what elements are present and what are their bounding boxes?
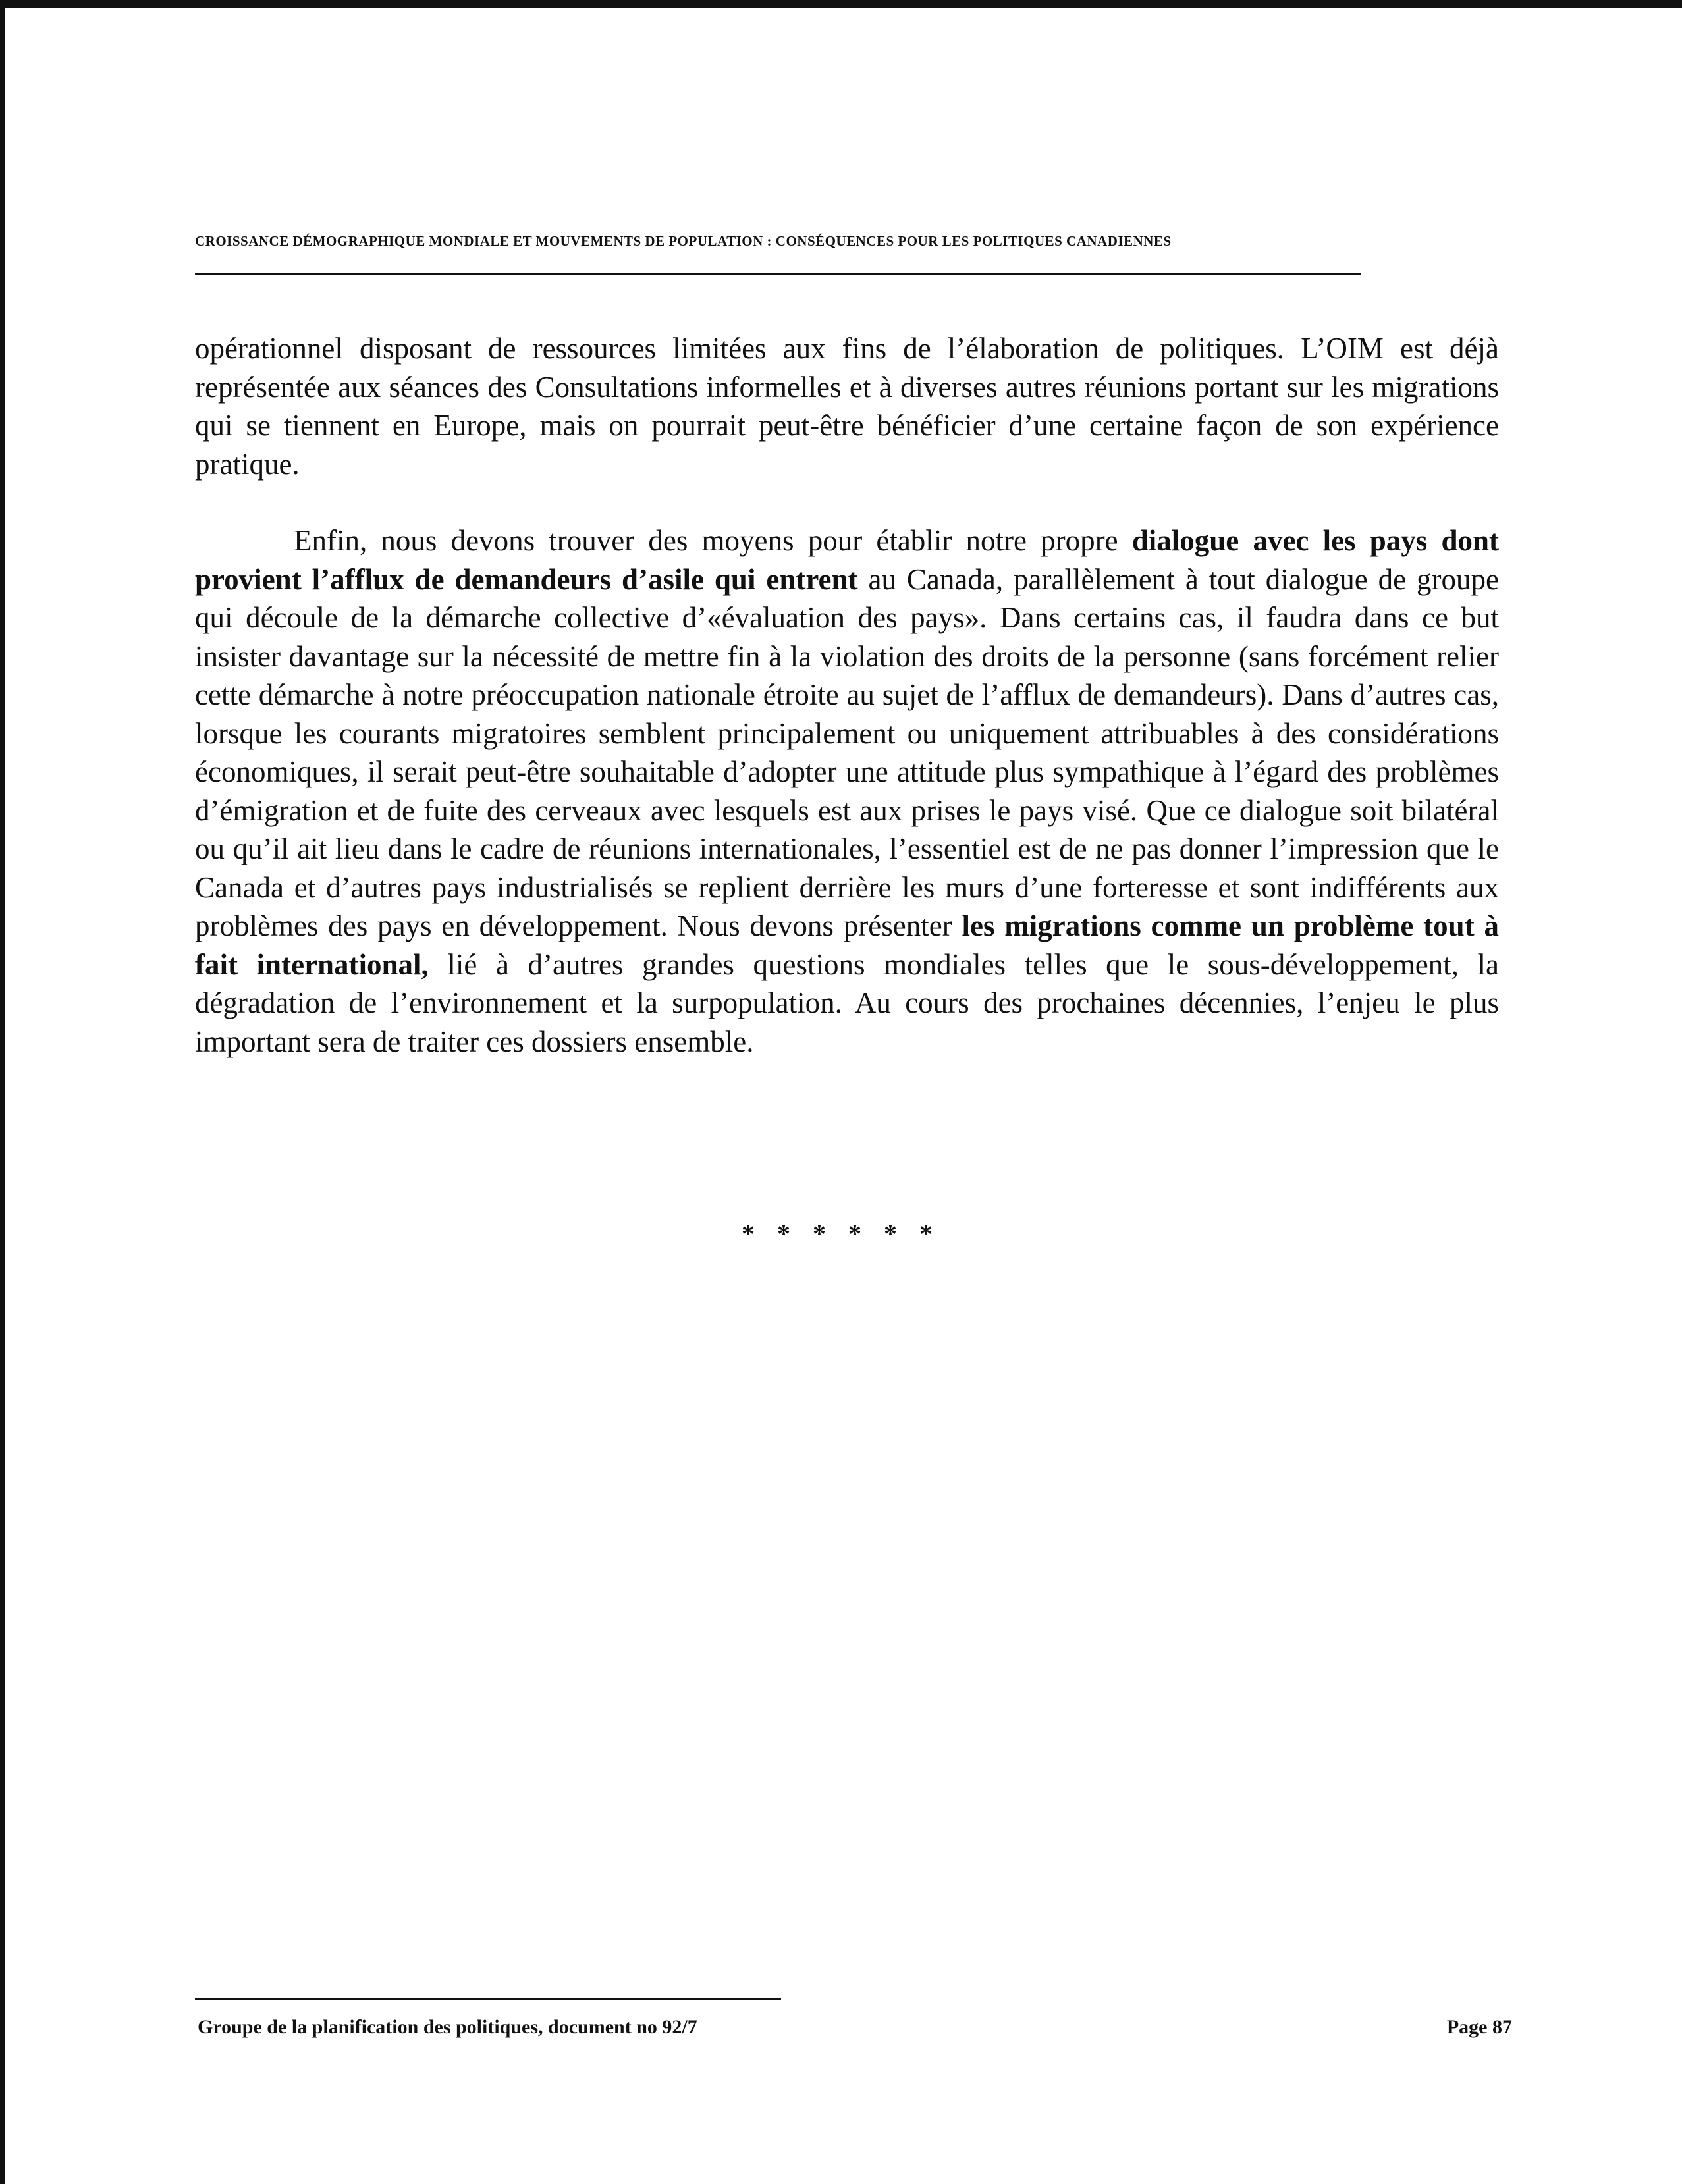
paragraph-2: [195, 521, 1499, 1061]
paragraph-2-text-a: Enfin, nous devons trouver des moyens pour établir notre propre: [294, 524, 1132, 557]
page-border-left: [0, 0, 5, 2184]
footer-source: Groupe de la planification des politiques, document no 92/7: [198, 2016, 697, 2038]
page-border-top: [0, 0, 1682, 8]
header-rule: [195, 273, 1361, 275]
paragraph-2-bold-a: dialogue avec les pays dont provient l’afflux de demandeurs d’asile qui entrent: [195, 524, 1499, 596]
running-header: CROISSANCE DÉMOGRAPHIQUE MONDIALE ET MOUVEMENTS DE POPULATION : CONSÉQUENCES POUR LES POLITIQUES CANADIENNES: [195, 233, 1172, 249]
paragraph-2-text-b: au Canada, parallèlement à tout dialogue de groupe qui découle de la démarche collective d’«évaluation des pays». Dans certains cas, il faudra dans ce but insister davantage sur la nécessité de mettre fin à la violation des droits de la personne (sans forcément relier cette démarche à notre préoccupation nationale étroite au sujet de l’afflux de demandeurs). Dans d’autres cas, lorsque les courants migratoires semblent principalement ou uniquement attribuables à des considérations économiques, il serait peut-être souhaitable d’adopter une attitude plus sympathique à l’égard des problèmes d’émigration et de fuite des cerveaux avec lesquels est aux prises le pays visé. Que ce dialogue soit bilatéral ou qu’il ait lieu dans le cadre de réunions internationales, l’essentiel est de ne pas donner l’impression que le Canada et d’autres pays industrialisés se replient derrière les murs d’une forteresse et sont indifférents aux problèmes des pays en développement. Nous devons présenter: [195, 562, 1499, 942]
body-text: [195, 329, 1499, 1061]
section-separator: * * * * * *: [742, 1219, 940, 1248]
paragraph-2-bold-b: les migrations comme un problème tout à fait international,: [195, 909, 1500, 981]
paragraph-1: opérationnel disposant de ressources limitées aux fins de l’élaboration de politiques. L’OIM est déjà représentée aux séances des Consultations informelles et à diverses autres réunions portant sur les migrations qui se tiennent en Europe, mais on pourrait peut-être bénéficier d’une certaine façon de son expérience pratique.: [195, 332, 1499, 481]
page-number: Page 87: [1446, 2016, 1512, 2038]
paragraph-2-text-c: lié à d’autres grandes questions mondiales telles que le sous-développement, la dégradation de l’environnement et la surpopulation. Au cours des prochaines décennies, l’enjeu le plus important sera de traiter ces dossiers ensemble.: [195, 947, 1499, 1058]
footer-rule: [195, 1998, 781, 2000]
